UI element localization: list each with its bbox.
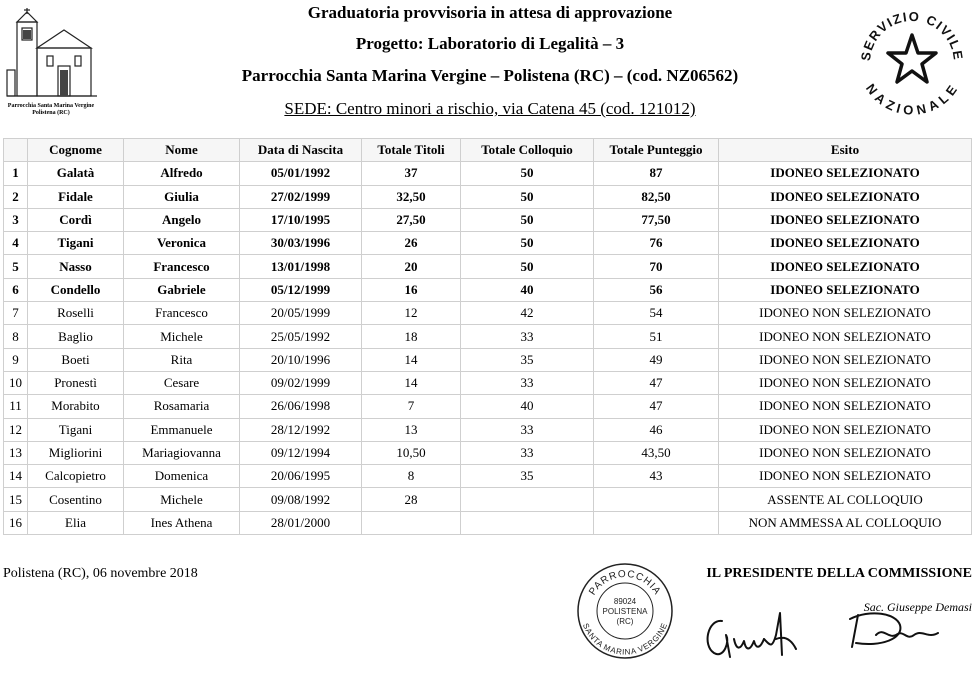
servizio-civile-logo: [856, 3, 968, 115]
cell-nome: Veronica: [124, 232, 240, 255]
cell-colloquio: 50: [461, 208, 594, 231]
cell-nome: Michele: [124, 325, 240, 348]
cell-data: 05/12/1999: [240, 278, 362, 301]
cell-colloquio: [461, 488, 594, 511]
cell-data: 26/06/1998: [240, 395, 362, 418]
cell-n: 10: [4, 371, 28, 394]
cell-colloquio: 33: [461, 441, 594, 464]
cell-cognome: Roselli: [28, 302, 124, 325]
cell-data: 30/03/1996: [240, 232, 362, 255]
table-row: [4, 278, 972, 301]
cell-n: 13: [4, 441, 28, 464]
cell-data: 28/12/1992: [240, 418, 362, 441]
table-row: [4, 325, 972, 348]
cell-data: 20/05/1999: [240, 302, 362, 325]
cell-colloquio: 35: [461, 465, 594, 488]
cell-n: 8: [4, 325, 28, 348]
cell-cognome: Calcopietro: [28, 465, 124, 488]
cell-colloquio: 42: [461, 302, 594, 325]
cell-punteggio: 46: [594, 418, 719, 441]
table-row: [4, 162, 972, 185]
cell-titoli: 27,50: [362, 208, 461, 231]
cell-colloquio: 33: [461, 418, 594, 441]
cell-nome: Gabriele: [124, 278, 240, 301]
cell-esito: IDONEO SELEZIONATO: [719, 255, 972, 278]
cell-cognome: Pronestì: [28, 371, 124, 394]
col-header-esito: Esito: [719, 139, 972, 162]
col-header-data: Data di Nascita: [240, 139, 362, 162]
stamp-top-text: PARROCCHIA: [587, 568, 663, 598]
cell-colloquio: 50: [461, 255, 594, 278]
president-title: IL PRESIDENTE DELLA COMMISSIONE: [706, 566, 972, 581]
cell-colloquio: 33: [461, 371, 594, 394]
cell-data: 28/01/2000: [240, 511, 362, 534]
cell-esito: IDONEO NON SELEZIONATO: [719, 465, 972, 488]
cell-punteggio: 43,50: [594, 441, 719, 464]
cell-titoli: 32,50: [362, 185, 461, 208]
cell-data: 09/02/1999: [240, 371, 362, 394]
cell-esito: IDONEO SELEZIONATO: [719, 208, 972, 231]
table-row: [4, 232, 972, 255]
cell-esito: NON AMMESSA AL COLLOQUIO: [719, 511, 972, 534]
cell-colloquio: 33: [461, 325, 594, 348]
cell-colloquio: 50: [461, 185, 594, 208]
cell-colloquio: 40: [461, 395, 594, 418]
table-row: [4, 488, 972, 511]
cell-data: 09/08/1992: [240, 488, 362, 511]
cell-cognome: Elia: [28, 511, 124, 534]
svg-text:NAZIONALE: [863, 81, 961, 115]
col-header-cognome: Cognome: [28, 139, 124, 162]
table-row: [4, 348, 972, 371]
stamp-bottom-text: SANTA MARINA VERGINE: [580, 621, 670, 657]
cell-punteggio: 47: [594, 395, 719, 418]
cell-titoli: 16: [362, 278, 461, 301]
title-line-1: Graduatoria provvisoria in attesa di approvazione: [307, 3, 673, 22]
cell-punteggio: 87: [594, 162, 719, 185]
cell-titoli: 20: [362, 255, 461, 278]
cell-data: 13/01/1998: [240, 255, 362, 278]
cell-colloquio: 40: [461, 278, 594, 301]
cell-punteggio: 47: [594, 371, 719, 394]
cell-n: 2: [4, 185, 28, 208]
cell-cognome: Boeti: [28, 348, 124, 371]
cell-esito: IDONEO NON SELEZIONATO: [719, 418, 972, 441]
cell-cognome: Baglio: [28, 325, 124, 348]
cell-cognome: Migliorini: [28, 441, 124, 464]
cell-data: 27/02/1999: [240, 185, 362, 208]
cell-punteggio: 70: [594, 255, 719, 278]
cell-punteggio: 54: [594, 302, 719, 325]
table-row: [4, 302, 972, 325]
stamp-center-1: 89024: [613, 597, 637, 606]
cell-data: 17/10/1995: [240, 208, 362, 231]
table-row: [4, 371, 972, 394]
parish-logo-caption-2: Polistena (RC): [32, 110, 70, 116]
cell-esito: IDONEO SELEZIONATO: [719, 278, 972, 301]
cell-n: 16: [4, 511, 28, 534]
cell-cognome: Cordì: [28, 208, 124, 231]
cell-n: 4: [4, 232, 28, 255]
cell-n: 14: [4, 465, 28, 488]
cell-nome: Alfredo: [124, 162, 240, 185]
cell-n: 3: [4, 208, 28, 231]
cell-titoli: 8: [362, 465, 461, 488]
cell-esito: IDONEO NON SELEZIONATO: [719, 371, 972, 394]
cell-punteggio: 82,50: [594, 185, 719, 208]
title-line-2: Progetto: Laboratorio di Legalità – 3: [355, 34, 625, 53]
cell-n: 9: [4, 348, 28, 371]
table-row: [4, 208, 972, 231]
cell-nome: Rita: [124, 348, 240, 371]
cell-nome: Giulia: [124, 185, 240, 208]
signer-name: Sac. Giuseppe Demasi: [863, 600, 972, 614]
cell-n: 1: [4, 162, 28, 185]
cell-esito: IDONEO SELEZIONATO: [719, 162, 972, 185]
cell-titoli: 14: [362, 371, 461, 394]
cell-n: 11: [4, 395, 28, 418]
cell-colloquio: [461, 511, 594, 534]
col-header-nome: Nome: [124, 139, 240, 162]
cell-cognome: Tigani: [28, 232, 124, 255]
title-line-4: SEDE: Centro minori a rischio, via Catena 45 (cod. 121012): [284, 99, 696, 118]
table-row: [4, 465, 972, 488]
cell-punteggio: 77,50: [594, 208, 719, 231]
logo-arc-top: SERVIZIO CIVILE: [857, 8, 967, 62]
cell-nome: Ines Athena: [124, 511, 240, 534]
table-header-row: [4, 139, 972, 162]
parish-stamp: [576, 562, 674, 660]
stamp-center-3: (RC): [616, 617, 634, 626]
cell-esito: IDONEO NON SELEZIONATO: [719, 348, 972, 371]
cell-cognome: Morabito: [28, 395, 124, 418]
cell-esito: IDONEO NON SELEZIONATO: [719, 302, 972, 325]
cell-n: 6: [4, 278, 28, 301]
cell-cognome: Condello: [28, 278, 124, 301]
cell-esito: IDONEO NON SELEZIONATO: [719, 395, 972, 418]
cell-cognome: Tigani: [28, 418, 124, 441]
cell-nome: Angelo: [124, 208, 240, 231]
place-date: Polistena (RC), 06 novembre 2018: [3, 566, 198, 581]
cell-titoli: 37: [362, 162, 461, 185]
col-header-punteggio: Totale Punteggio: [594, 139, 719, 162]
cell-titoli: [362, 511, 461, 534]
cell-punteggio: 51: [594, 325, 719, 348]
cell-data: 25/05/1992: [240, 325, 362, 348]
col-header-colloquio: Totale Colloquio: [461, 139, 594, 162]
cell-nome: Francesco: [124, 302, 240, 325]
title-line-3: Parrocchia Santa Marina Vergine – Polistena (RC) – (cod. NZ06562): [241, 66, 739, 85]
cell-punteggio: [594, 488, 719, 511]
cell-cognome: Cosentino: [28, 488, 124, 511]
cell-cognome: Fidale: [28, 185, 124, 208]
cell-n: 7: [4, 302, 28, 325]
cell-n: 5: [4, 255, 28, 278]
cell-nome: Francesco: [124, 255, 240, 278]
cell-n: 15: [4, 488, 28, 511]
cell-cognome: Galatà: [28, 162, 124, 185]
table-row: [4, 511, 972, 534]
table-row: [4, 395, 972, 418]
cell-nome: Emmanuele: [124, 418, 240, 441]
logo-arc-bottom: NAZIONALE: [862, 80, 962, 115]
cell-nome: Domenica: [124, 465, 240, 488]
table-row: [4, 185, 972, 208]
cell-titoli: 10,50: [362, 441, 461, 464]
cell-nome: Michele: [124, 488, 240, 511]
cell-titoli: 28: [362, 488, 461, 511]
col-header-index: [4, 139, 28, 162]
cell-punteggio: 43: [594, 465, 719, 488]
stamp-center-2: POLISTENA: [602, 607, 648, 616]
cell-colloquio: 50: [461, 232, 594, 255]
cell-n: 12: [4, 418, 28, 441]
cell-titoli: 7: [362, 395, 461, 418]
table-row: [4, 255, 972, 278]
cell-titoli: 14: [362, 348, 461, 371]
cell-colloquio: 50: [461, 162, 594, 185]
cell-cognome: Nasso: [28, 255, 124, 278]
cell-colloquio: 35: [461, 348, 594, 371]
cell-data: 09/12/1994: [240, 441, 362, 464]
cell-titoli: 12: [362, 302, 461, 325]
table-row: [4, 441, 972, 464]
cell-titoli: 18: [362, 325, 461, 348]
cell-esito: ASSENTE AL COLLOQUIO: [719, 488, 972, 511]
cell-nome: Mariagiovanna: [124, 441, 240, 464]
cell-nome: Rosamaria: [124, 395, 240, 418]
cell-punteggio: 76: [594, 232, 719, 255]
cell-data: 05/01/1992: [240, 162, 362, 185]
cell-nome: Cesare: [124, 371, 240, 394]
cell-esito: IDONEO SELEZIONATO: [719, 185, 972, 208]
table-body: [4, 162, 972, 535]
star-icon: [888, 35, 936, 82]
handwritten-signature: [700, 605, 950, 665]
table-row: [4, 418, 972, 441]
cell-punteggio: [594, 511, 719, 534]
parish-logo: [3, 8, 99, 118]
cell-esito: IDONEO SELEZIONATO: [719, 232, 972, 255]
ranking-table: [3, 138, 972, 535]
cell-data: 20/10/1996: [240, 348, 362, 371]
cell-esito: IDONEO NON SELEZIONATO: [719, 325, 972, 348]
document-header: [0, 0, 980, 130]
cell-data: 20/06/1995: [240, 465, 362, 488]
cell-titoli: 13: [362, 418, 461, 441]
parish-logo-caption: Parrocchia Santa Marina Vergine: [7, 103, 95, 109]
cell-esito: IDONEO NON SELEZIONATO: [719, 441, 972, 464]
col-header-titoli: Totale Titoli: [362, 139, 461, 162]
cell-punteggio: 56: [594, 278, 719, 301]
cell-punteggio: 49: [594, 348, 719, 371]
church-icon: [3, 8, 99, 102]
cell-titoli: 26: [362, 232, 461, 255]
